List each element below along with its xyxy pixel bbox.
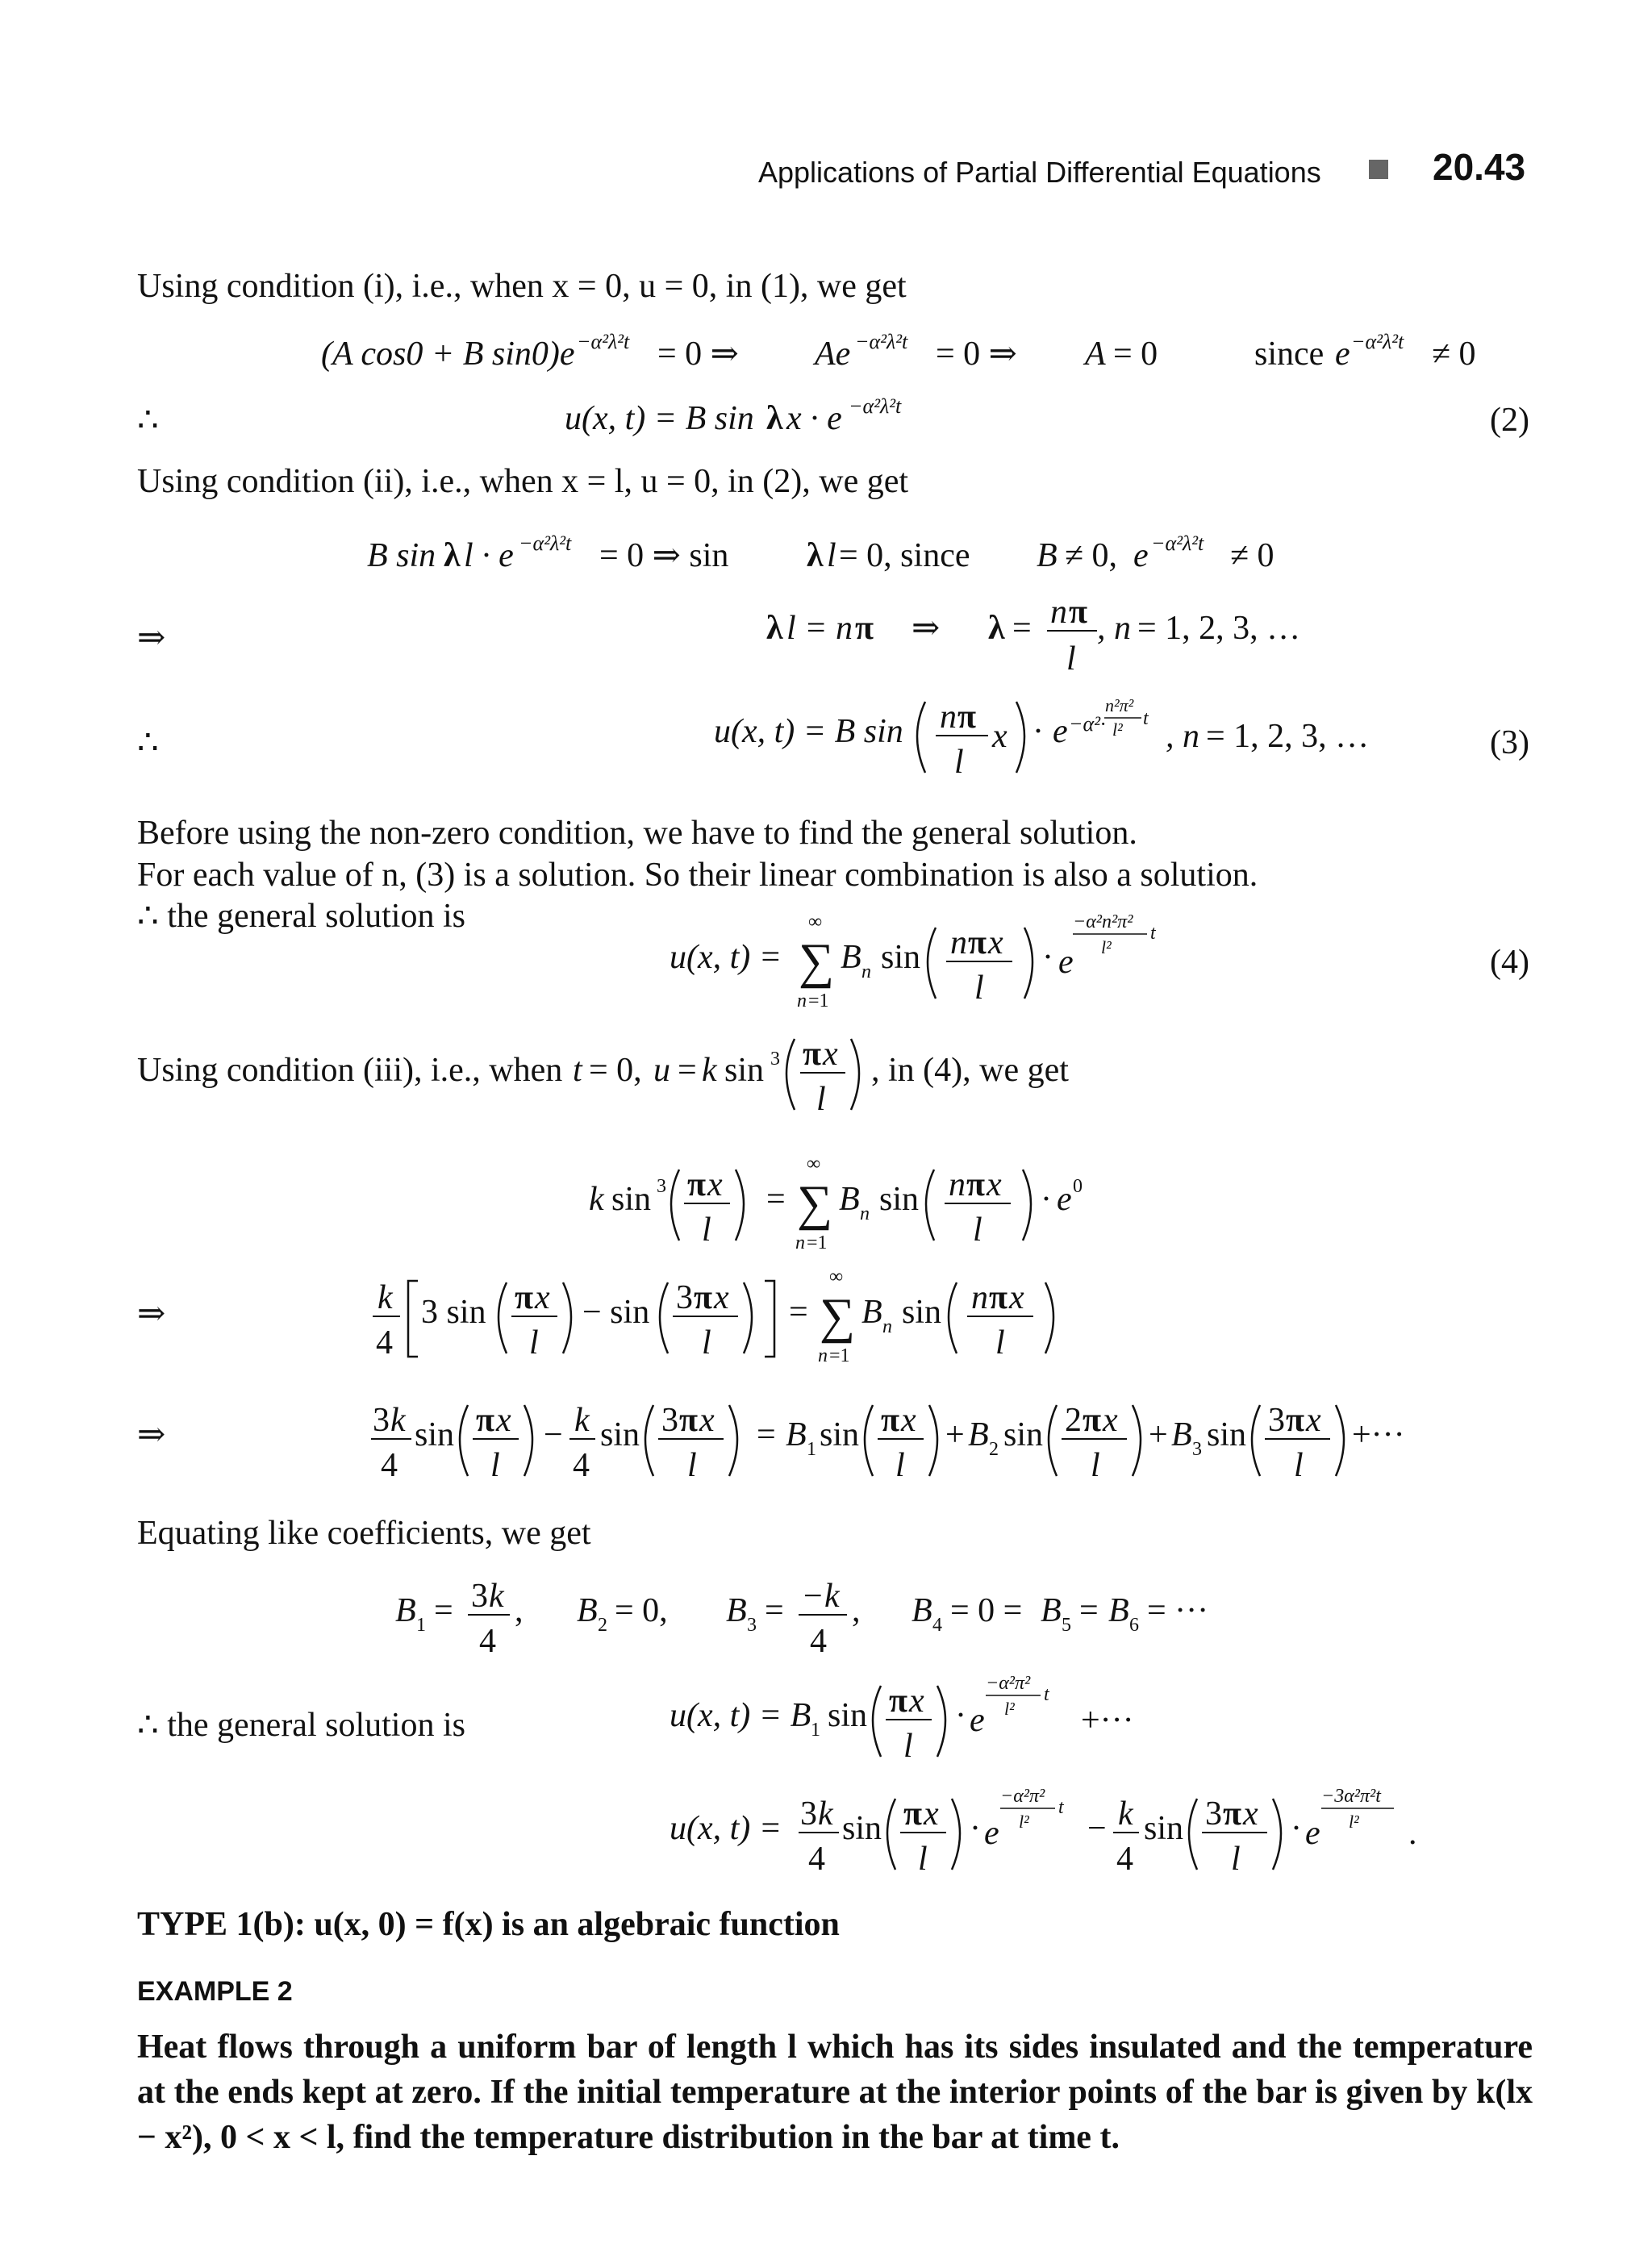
svg-text:−: − [803, 1578, 823, 1615]
svg-text:3: 3 [1205, 1795, 1222, 1833]
svg-text:x: x [901, 1402, 916, 1439]
svg-text:2: 2 [1065, 1402, 1082, 1439]
svg-text:π: π [476, 1402, 495, 1439]
svg-text:=: = [765, 1592, 784, 1629]
equation-3 [714, 678, 1375, 790]
svg-text:3: 3 [1192, 1439, 1202, 1460]
svg-text:3: 3 [770, 1049, 780, 1070]
svg-text:=: = [766, 1181, 786, 1218]
svg-text:e: e [1305, 1815, 1320, 1852]
therefore-symbol-2: ∴ [137, 724, 159, 761]
svg-text:5: 5 [1062, 1615, 1071, 1636]
svg-text:=1: =1 [808, 990, 829, 1011]
svg-text:π: π [1083, 1402, 1102, 1439]
svg-text:=: = [1012, 610, 1032, 647]
equation-sin-cubed-expansion [371, 1258, 1097, 1379]
svg-text:=: = [757, 1416, 776, 1453]
svg-text:= 0 =: = 0 = [950, 1592, 1023, 1629]
svg-text:−α²λ²t: −α²λ²t [1151, 532, 1204, 555]
text-general-solution-is-2: ∴ the general solution is [137, 1707, 465, 1744]
svg-text:k: k [390, 1402, 406, 1439]
svg-text:x: x [987, 1166, 1002, 1203]
equation-coefficient-match [371, 1381, 1500, 1502]
svg-text:π: π [903, 1795, 923, 1833]
svg-text:x: x [823, 1036, 838, 1073]
svg-text:since: since [1254, 336, 1325, 373]
svg-text:(A cos0 + B sin0)e: (A cos0 + B sin0)e [321, 336, 575, 373]
svg-text:l: l [1066, 640, 1076, 678]
svg-text:3: 3 [373, 1402, 390, 1439]
svg-text:k: k [574, 1402, 590, 1439]
equation-label-4: (4) [1490, 944, 1529, 981]
svg-text:= 1, 2, 3, …: = 1, 2, 3, … [1137, 610, 1301, 647]
svg-text:n: n [1050, 594, 1067, 631]
svg-text:4: 4 [808, 1841, 825, 1878]
svg-text:k: k [489, 1578, 504, 1615]
svg-text:= 0 ⇒: = 0 ⇒ [936, 336, 1017, 373]
example-label: EXAMPLE 2 [137, 1976, 293, 2007]
svg-text:∞: ∞ [808, 911, 823, 932]
svg-text:k: k [589, 1181, 604, 1218]
svg-text:Using condition (iii), i.e., w: Using condition (iii), i.e., when [137, 1052, 563, 1089]
svg-text:sin: sin [828, 1697, 868, 1734]
svg-text:−α²λ²t: −α²λ²t [519, 532, 572, 555]
page-number: 20.43 [1433, 146, 1526, 188]
svg-text:4: 4 [479, 1623, 496, 1660]
svg-text:4: 4 [381, 1447, 398, 1484]
svg-text:l: l [918, 1841, 928, 1878]
svg-text:B: B [726, 1592, 747, 1629]
equation-A-zero [315, 323, 1541, 379]
svg-text:B: B [1108, 1592, 1129, 1629]
svg-text:·: · [1291, 1810, 1302, 1847]
svg-text:l: l [895, 1447, 905, 1484]
svg-text:B: B [1171, 1416, 1192, 1453]
svg-text:sin: sin [1003, 1416, 1044, 1453]
svg-text:π: π [687, 1166, 707, 1203]
svg-text:l²: l² [1101, 937, 1112, 957]
svg-text:B: B [395, 1592, 416, 1629]
svg-text:0: 0 [1073, 1176, 1083, 1197]
svg-text:l: l [702, 1324, 711, 1362]
svg-text:·: · [1041, 1181, 1052, 1218]
text-before-general: Before using the non-zero condition, we have to find the general solution. [137, 815, 1137, 852]
svg-text:l: l [490, 1447, 500, 1484]
svg-text:l: l [529, 1324, 539, 1362]
svg-text:e: e [984, 1815, 999, 1852]
svg-text:B sin: B sin [367, 537, 436, 574]
svg-text:e: e [1053, 713, 1068, 750]
svg-text:π: π [966, 1166, 986, 1203]
svg-text:λ: λ [766, 610, 783, 647]
svg-text:≠ 0: ≠ 0 [1432, 336, 1476, 373]
svg-text:4: 4 [573, 1447, 590, 1484]
svg-text:t: t [1058, 1797, 1064, 1818]
svg-text:π: π [855, 610, 874, 647]
svg-text:e: e [1057, 1181, 1072, 1218]
svg-text:6: 6 [1129, 1615, 1139, 1636]
svg-text:x: x [699, 1402, 715, 1439]
svg-text:π: π [881, 1402, 900, 1439]
text-for-each-n: For each value of n, (3) is a solution. So their linear combination is also a solution. [137, 857, 1258, 894]
svg-text:l: l [687, 1447, 697, 1484]
svg-text:B: B [968, 1416, 989, 1453]
svg-text:=: = [789, 1294, 808, 1331]
equation-sin-lambda-l [367, 524, 1335, 581]
svg-text:sin: sin [724, 1052, 765, 1089]
svg-text:B: B [841, 939, 861, 976]
svg-text:−α²π²: −α²π² [986, 1673, 1031, 1694]
implies-symbol-3: ⇒ [137, 1416, 166, 1453]
svg-text:B: B [1037, 537, 1058, 574]
svg-text:3: 3 [676, 1279, 693, 1316]
svg-text:λ: λ [807, 537, 824, 574]
svg-text:3: 3 [471, 1578, 488, 1615]
svg-text:k: k [818, 1795, 833, 1833]
equation-4 [670, 903, 1250, 1024]
svg-text:x: x [714, 1279, 729, 1316]
svg-text:l · e: l · e [464, 537, 514, 574]
svg-text:t: t [1150, 923, 1156, 944]
svg-text:sin: sin [611, 1181, 652, 1218]
svg-text:−α²n²π²: −α²n²π² [1073, 911, 1133, 932]
text-condition-i: Using condition (i), i.e., when x = 0, u = 0, in (1), we get [137, 268, 907, 305]
svg-text:t: t [573, 1052, 582, 1089]
equation-general-solution-1 [670, 1662, 1170, 1783]
svg-text:−3α²π²t: −3α²π²t [1321, 1786, 1381, 1807]
svg-text:− sin: − sin [582, 1294, 650, 1331]
svg-text:l²: l² [1112, 719, 1123, 740]
svg-text:x: x [1243, 1795, 1258, 1833]
svg-text:4: 4 [932, 1615, 942, 1636]
svg-text:e: e [1335, 336, 1350, 373]
text-condition-ii: Using condition (ii), i.e., when x = l, u = 0, in (2), we get [137, 463, 909, 500]
implies-symbol-2: ⇒ [137, 1295, 166, 1332]
svg-text:sin: sin [1207, 1416, 1247, 1453]
svg-text:sin: sin [842, 1810, 882, 1847]
svg-text:l: l [702, 1211, 711, 1249]
svg-text:sin: sin [600, 1416, 640, 1453]
svg-text:B: B [861, 1294, 882, 1331]
svg-text:3: 3 [747, 1615, 757, 1636]
text-equating-coefficients: Equating like coefficients, we get [137, 1515, 591, 1552]
svg-text:x: x [924, 1795, 939, 1833]
svg-text:n: n [795, 1232, 805, 1253]
svg-text:= 0 ⇒: = 0 ⇒ [657, 336, 739, 373]
svg-text:sin: sin [881, 939, 921, 976]
svg-text:=: = [434, 1592, 453, 1629]
svg-text:u(x, t) = B sin: u(x, t) = B sin [714, 713, 903, 750]
equation-coefficient-values [395, 1565, 1283, 1670]
svg-text:1: 1 [416, 1615, 426, 1636]
svg-text:l: l [1294, 1447, 1304, 1484]
svg-text:n: n [971, 1279, 988, 1316]
svg-text:1: 1 [811, 1720, 820, 1741]
implies-symbol-1: ⇒ [137, 619, 166, 657]
svg-text:n: n [797, 990, 807, 1011]
svg-text:n: n [949, 1166, 966, 1203]
svg-text:π: π [803, 1036, 822, 1073]
equation-2 [565, 387, 984, 444]
svg-text:≠ 0: ≠ 0 [1230, 537, 1274, 574]
svg-text:x: x [909, 1683, 924, 1720]
svg-text:x: x [707, 1166, 723, 1203]
svg-text:+···: +··· [1081, 1702, 1134, 1739]
svg-text:,: , [852, 1592, 861, 1629]
svg-text:·: · [1032, 713, 1044, 750]
svg-text:= 0, since: = 0, since [839, 537, 970, 574]
svg-text:4: 4 [810, 1623, 827, 1660]
svg-text:x: x [535, 1279, 550, 1316]
header-square-icon [1369, 160, 1388, 179]
svg-text:4: 4 [1116, 1841, 1133, 1878]
svg-text:l: l [903, 1728, 913, 1765]
svg-text:= 0 ⇒ sin: = 0 ⇒ sin [599, 537, 729, 574]
svg-text:n²π²: n²π² [1105, 695, 1134, 715]
svg-text:e: e [1058, 944, 1074, 981]
svg-text:−α²·: −α²· [1069, 712, 1106, 736]
svg-text:−: − [544, 1416, 563, 1453]
svg-text:n: n [861, 961, 871, 982]
svg-text:l = n: l = n [786, 610, 853, 647]
svg-text:n: n [860, 1203, 870, 1224]
svg-text:l: l [995, 1324, 1005, 1362]
text-condition-iii [137, 1024, 1105, 1121]
svg-text:A: A [1085, 336, 1106, 373]
svg-text:⇒: ⇒ [912, 610, 941, 647]
svg-text:Ae: Ae [815, 336, 851, 373]
svg-text:=1: =1 [807, 1232, 828, 1253]
svg-text:4: 4 [376, 1324, 393, 1362]
svg-text:3: 3 [657, 1176, 666, 1197]
svg-text:l²: l² [1019, 1812, 1029, 1832]
svg-text:=: = [678, 1052, 697, 1089]
svg-text:k: k [824, 1578, 840, 1615]
svg-text:x: x [1306, 1402, 1321, 1439]
svg-text:π: π [515, 1279, 534, 1316]
svg-text:x: x [992, 718, 1007, 755]
equation-general-solution-final [670, 1774, 1444, 1895]
svg-text:π: π [1286, 1402, 1305, 1439]
svg-text:∑: ∑ [799, 934, 835, 989]
svg-text:u(x, t) =: u(x, t) = [670, 939, 782, 976]
svg-text:1: 1 [807, 1439, 816, 1460]
svg-text:x: x [1103, 1402, 1118, 1439]
svg-text:l: l [816, 1081, 826, 1118]
svg-text:−α²λ²t: −α²λ²t [855, 330, 908, 353]
svg-text:l: l [1091, 1447, 1100, 1484]
svg-text:B: B [786, 1416, 807, 1453]
svg-text:sin: sin [902, 1294, 942, 1331]
therefore-symbol: ∴ [137, 402, 159, 439]
svg-text:e: e [1133, 537, 1149, 574]
svg-text:3: 3 [800, 1795, 817, 1833]
svg-text:π: π [989, 1279, 1008, 1316]
svg-text:λ: λ [444, 537, 461, 574]
equation-k-sin-cubed [589, 1145, 1153, 1266]
svg-text:x · e: x · e [786, 400, 842, 437]
svg-text:2: 2 [989, 1439, 999, 1460]
example-problem-text: Heat flows through a uniform bar of length l which has its sides insulated and the temperature at the ends kept at zero. If the initial temperature at the interior points of the bar is given by k(lx − x²), 0 < x < l, find the temperature distribution in the bar at time t. [137, 2029, 1533, 2156]
svg-text:sin: sin [1144, 1810, 1184, 1847]
svg-text:π: π [968, 924, 987, 961]
equation-lambda [766, 594, 1347, 686]
svg-text:u(x, t) = B: u(x, t) = B [670, 1697, 811, 1734]
svg-text:·: · [955, 1697, 966, 1734]
svg-text:x: x [988, 924, 1003, 961]
svg-text:λ: λ [988, 610, 1005, 647]
svg-text:u(x, t) = B sin: u(x, t) = B sin [565, 400, 754, 437]
svg-text:, in (4), we get: , in (4), we get [871, 1052, 1069, 1089]
svg-text:=: = [1079, 1592, 1099, 1629]
svg-text:−α²λ²t: −α²λ²t [1351, 330, 1404, 353]
svg-text:= 0,: = 0, [615, 1592, 668, 1629]
svg-text:t: t [1044, 1684, 1049, 1705]
equation-label-3: (3) [1490, 724, 1529, 761]
svg-text:x: x [496, 1402, 511, 1439]
svg-text:n: n [950, 924, 967, 961]
svg-text:+: + [1149, 1416, 1168, 1453]
svg-text:∑: ∑ [820, 1289, 856, 1344]
svg-text:B: B [839, 1181, 860, 1218]
svg-text:·: · [1042, 939, 1053, 976]
running-title: Applications of Partial Differential Equations [758, 156, 1321, 189]
svg-text:= ···: = ··· [1147, 1592, 1209, 1629]
svg-text:−α²λ²t: −α²λ²t [577, 330, 630, 353]
svg-text:l: l [1231, 1841, 1241, 1878]
svg-text:+···: +··· [1352, 1416, 1405, 1453]
svg-text:e: e [970, 1702, 985, 1739]
svg-text:=1: =1 [829, 1345, 850, 1366]
svg-text:B: B [1041, 1592, 1062, 1629]
equation-label-2: (2) [1490, 402, 1529, 439]
svg-text:2: 2 [598, 1615, 607, 1636]
svg-text:= 1, 2, 3, …: = 1, 2, 3, … [1206, 718, 1370, 755]
svg-text:k: k [702, 1052, 717, 1089]
svg-text:B: B [912, 1592, 932, 1629]
svg-text:l²: l² [1349, 1812, 1359, 1832]
type-heading: TYPE 1(b): u(x, 0) = f(x) is an algebraic function [137, 1906, 840, 1943]
svg-text:−α²π²: −α²π² [1000, 1786, 1045, 1807]
svg-text:sin: sin [415, 1416, 455, 1453]
svg-text:n: n [818, 1345, 828, 1366]
svg-text:·: · [970, 1810, 981, 1847]
svg-text:3 sin: 3 sin [421, 1294, 486, 1331]
svg-text:sin: sin [879, 1181, 920, 1218]
svg-text:l: l [827, 537, 836, 574]
svg-text:≠ 0,: ≠ 0, [1065, 537, 1118, 574]
svg-text:k: k [378, 1279, 393, 1316]
svg-text:l: l [974, 970, 984, 1007]
svg-text:B: B [577, 1592, 598, 1629]
svg-text:+: + [945, 1416, 965, 1453]
svg-text:∞: ∞ [807, 1153, 821, 1174]
svg-text:sin: sin [820, 1416, 860, 1453]
svg-text:−α²λ²t: −α²λ²t [849, 394, 902, 418]
svg-text:π: π [957, 698, 977, 736]
svg-text:3: 3 [1268, 1402, 1285, 1439]
svg-text:π: π [679, 1402, 699, 1439]
svg-text:k: k [1118, 1795, 1133, 1833]
svg-text:u(x, t) =: u(x, t) = [670, 1810, 782, 1847]
svg-text:π: π [889, 1683, 908, 1720]
svg-text:.: . [1408, 1815, 1417, 1852]
svg-text:n: n [940, 698, 957, 736]
svg-text:u: u [653, 1052, 670, 1089]
svg-text:π: π [1223, 1795, 1242, 1833]
svg-text:= 0,: = 0, [589, 1052, 642, 1089]
svg-text:l: l [973, 1211, 982, 1249]
text-general-solution-is: ∴ the general solution is [137, 898, 465, 935]
svg-text:l²: l² [1004, 1699, 1015, 1719]
svg-text:l: l [954, 744, 964, 781]
svg-text:,: , [515, 1592, 524, 1629]
svg-text:, n: , n [1097, 610, 1131, 647]
svg-text:n: n [882, 1316, 892, 1337]
svg-text:π: π [694, 1279, 713, 1316]
svg-text:λ: λ [766, 400, 783, 437]
svg-text:3: 3 [661, 1402, 678, 1439]
svg-text:x: x [1009, 1279, 1024, 1316]
svg-text:, n: , n [1166, 718, 1199, 755]
svg-text:π: π [1069, 594, 1088, 631]
svg-text:∞: ∞ [829, 1266, 844, 1287]
svg-text:= 0: = 0 [1113, 336, 1158, 373]
svg-text:∑: ∑ [797, 1176, 833, 1231]
svg-text:−: − [1087, 1810, 1107, 1847]
svg-text:t: t [1143, 708, 1149, 729]
